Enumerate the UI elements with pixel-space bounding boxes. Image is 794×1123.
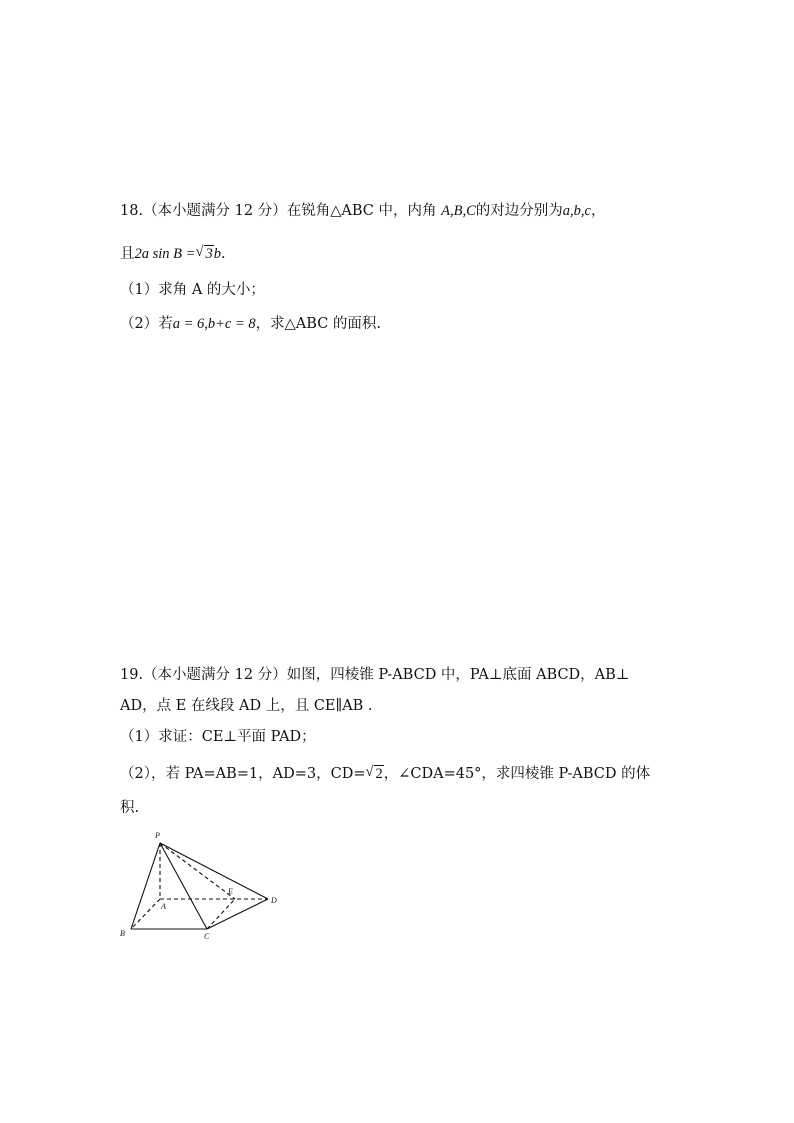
q18-cond-prefix: 且 (120, 246, 135, 262)
q18-cond-end: . (220, 246, 226, 262)
edge-CD (207, 899, 268, 929)
q18-condition (120, 244, 226, 264)
q18-end1: ， (590, 203, 606, 219)
edge-PB (131, 843, 160, 929)
pyramid-figure (115, 828, 285, 946)
edge-CE (207, 899, 235, 929)
sqrt-2: √ 2 (365, 764, 383, 782)
label-P: P (155, 831, 160, 840)
q18-sides: a,b,c (562, 203, 591, 219)
q19-p2-prefix: （2），若 PA=AB=1，AD=3，CD= (120, 766, 366, 782)
q18-p2-suffix: ，求△ABC 的面积. (255, 316, 382, 332)
q18-cond-rhs: b (213, 246, 221, 262)
label-A: A (161, 902, 166, 911)
q18-angles: A,B,C (441, 203, 476, 219)
label-C: C (204, 932, 210, 941)
q18-number: 18. (120, 203, 144, 219)
edge-PC (160, 843, 207, 929)
q18-score: （本小题满分 12 分） (143, 203, 287, 219)
q18-p2-prefix: （2）若 (120, 316, 173, 332)
sqrt-3: √ 3 (195, 244, 213, 262)
label-D: D (271, 896, 277, 905)
q19-p2-suffix: ，∠CDA=45°，求四棱锥 P-ABCD 的体 (383, 766, 651, 782)
q18-line1 (120, 201, 605, 221)
q19-line1: 19.（本小题满分 12 分）如图，四棱锥 P-ABCD 中，PA⊥底面 ABCD，AB⊥ (120, 667, 630, 683)
q18-p2-math: a = 6,b+c = 8 (172, 316, 256, 332)
q19-part1: （1）求证：CE⊥平面 PAD； (120, 729, 316, 745)
q18-part1: （1）求角 A 的大小； (120, 282, 265, 298)
q19-last: 积. (120, 800, 140, 816)
q19-line2: AD，点 E 在线段 AD 上，且 CE∥AB . (120, 698, 373, 714)
edge-PE (160, 843, 235, 899)
q18-intro: 在锐角△ABC 中，内角 (286, 203, 437, 219)
q18-cond-lhs: 2a sin B = (134, 246, 196, 262)
q19-part2 (120, 764, 650, 784)
edge-AB (131, 899, 160, 929)
q18-mid: 的对边分别为 (475, 203, 563, 219)
q18-part2 (120, 314, 381, 334)
label-B: B (120, 929, 125, 938)
edge-PD (160, 843, 268, 899)
label-E: E (228, 887, 233, 896)
